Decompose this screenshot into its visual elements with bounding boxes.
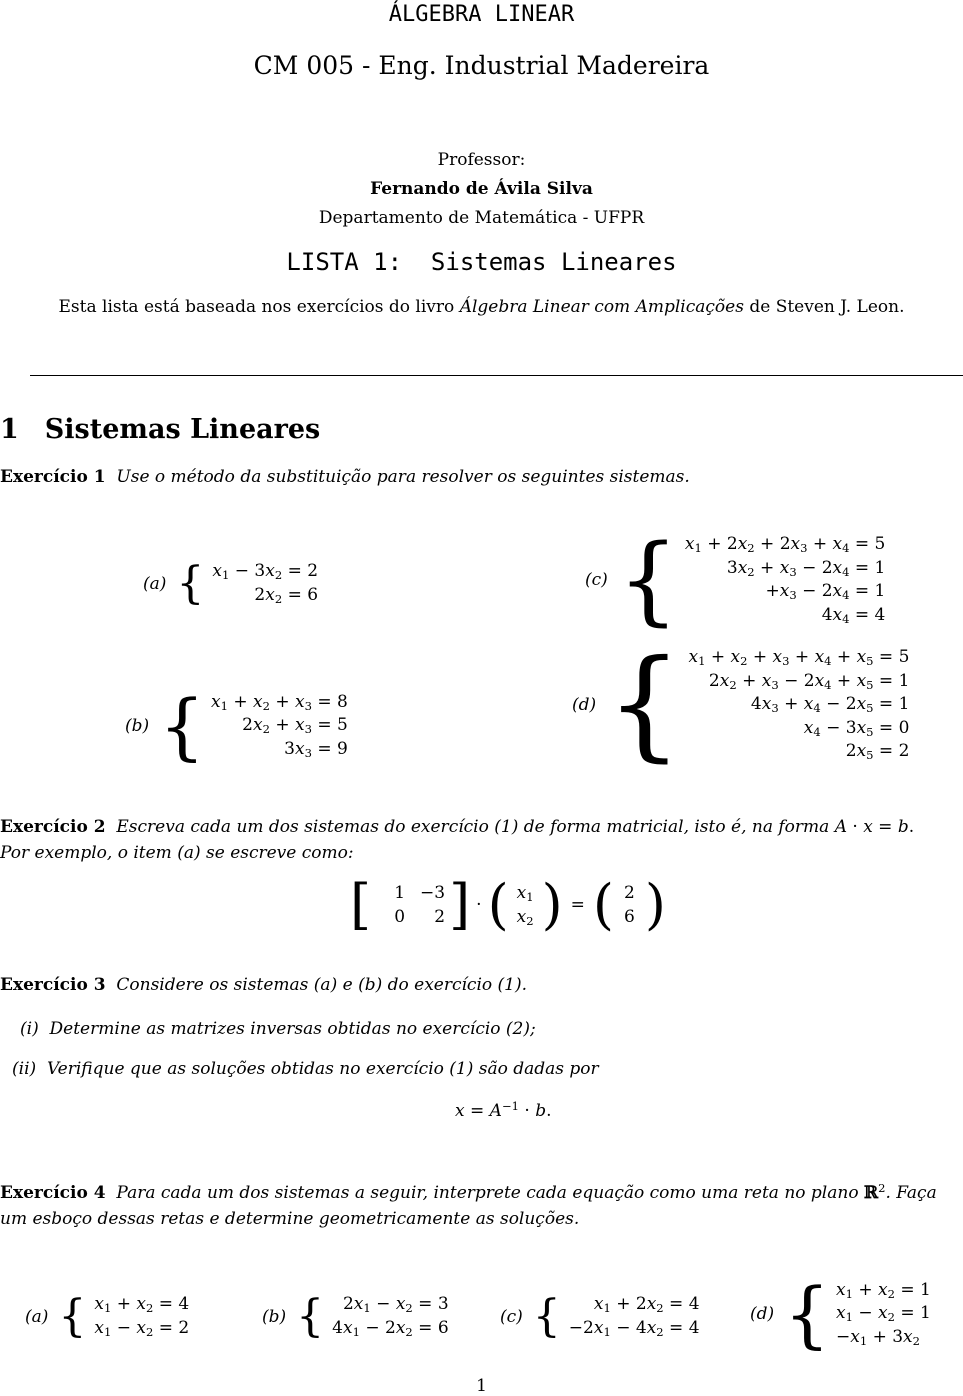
page-number: 1 xyxy=(476,1376,487,1396)
system-1d: (d) { $x_1 + x_2 + x_3 + x_4 + x_5 = 5$ $2x_2 + x_3 - 2x_4 + x_5 = 1$ $4x_3 + x_4 - 2x_5 = 1$ $x_4 - 3x_5 = 0$ $2x_5 = 2$ xyxy=(572,635,910,774)
system-4b: (b) { $2x_1 - x_2 = 3$ $4x_1 - 2x_2 = 6$ xyxy=(262,1290,449,1342)
professor-name: Fernando de Ávila Silva xyxy=(370,179,593,199)
matrix-equation-example: [ 1 −3 0 2 ] · ( $x_1$ $x_2$ ) = ( 2 6 ) xyxy=(350,873,666,936)
intro-text: Esta lista está baseada nos exercícios do livro Álgebra Linear com Amplicações de Steven J. Leon. xyxy=(58,297,905,317)
book-title: Álgebra Linear com Amplicações xyxy=(459,297,744,317)
horizontal-rule xyxy=(30,375,963,376)
course-title: ÁLGEBRA LINEAR xyxy=(388,2,575,27)
inverse-formula: $x = A^{-1} \cdot b$. xyxy=(455,1099,552,1121)
exercise-3-item-ii: (ii) Verifique que as soluções obtidas no exercício (1) são dadas por xyxy=(12,1059,599,1079)
course-code: CM 005 - Eng. Industrial Madereira xyxy=(253,51,710,80)
system-4c: (c) { $x_1 + 2x_2 = 4$ $-2x_1 - 4x_2 = 4$ xyxy=(500,1290,700,1342)
system-1c: (c) { $x_1 + 2x_2 + 2x_3 + x_4 = 5$ $3x_2 + x_3 - 2x_4 = 1$ $+x_3 - 2x_4 = 1$ $4x_4 = 4$ xyxy=(585,524,886,636)
system-4a: (a) { $x_1 + x_2 = 4$ $x_1 - x_2 = 2$ xyxy=(25,1290,190,1342)
exercise-3-item-i: (i) Determine as matrizes inversas obtidas no exercício (2); xyxy=(20,1019,536,1039)
system-1b: (b) { $x_1 + x_2 + x_3 = 8$ $2x_2 + x_3 = 5$ $3x_3 = 9$ xyxy=(125,684,348,768)
list-title: LISTA 1: Sistemas Lineares xyxy=(286,248,677,276)
system-4d: (d) { $x_1 + x_2 = 1$ $x_1 - x_2 = 1$ $-x_1 + 3x_2$ xyxy=(750,1272,931,1356)
exercise-4-statement: Exercício 4 Para cada um dos sistemas a seguir, interprete cada equação como uma reta no plano ℝ$^2$. Faça um esboço dessas retas e determine geometricamente as soluções. xyxy=(0,1181,937,1229)
exercise-2-statement: Exercício 2 Escreva cada um dos sistemas do exercício (1) de forma matricial, isto é, na forma A · x = b. Por exemplo, o item (a) se escreve como: xyxy=(0,817,915,863)
professor-label: Professor: xyxy=(437,150,526,170)
department: Departamento de Matemática - UFPR xyxy=(318,208,645,228)
exercise-3-statement: Exercício 3 Considere os sistemas (a) e (b) do exercício (1). xyxy=(0,975,528,995)
exercise-1-statement: Exercício 1 Use o método da substituição para resolver os seguintes sistemas. xyxy=(0,467,690,487)
section-heading: 1 Sistemas Lineares xyxy=(0,414,321,445)
system-1a: (a) { $x_1 - 3x_2 = 2$ $2x_2 = 6$ xyxy=(143,557,319,609)
